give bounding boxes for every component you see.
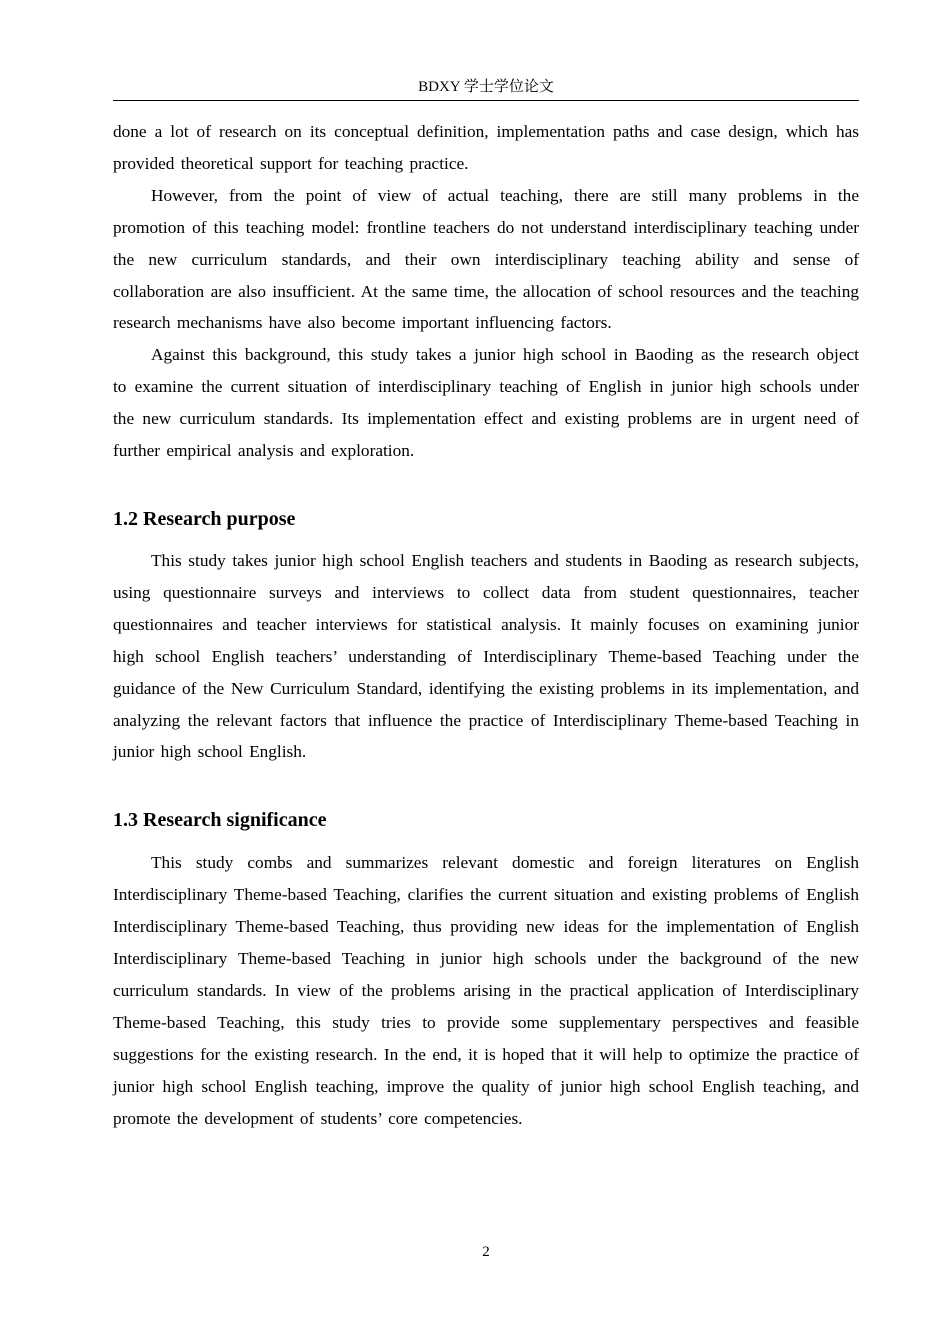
paragraph-continuation: done a lot of research on its conceptual definition, implementation paths and case design, which has provided theoretical support for teaching practice. <box>113 122 859 173</box>
paragraph-research-significance: This study combs and summarizes relevant domestic and foreign literatures on English Interdisciplinary Theme-based Teaching, clarifies the current situation and existing problems of English Interdisciplinary Theme-based Teaching, thus providing new ideas for the implementation of English Interdisciplinary Theme-based Teaching in junior high schools under the background of the new curriculum standards. In view of the problems arising in the practical application of Interdisciplinary Theme-based Teaching, this study tries to provide some supplementary perspectives and feasible suggestions for the existing research. In the end, it is hoped that it will help to optimize the practice of junior high school English teaching, improve the quality of junior high school English teaching, and promote the development of students’ core competencies. <box>113 853 859 1128</box>
page-body <box>113 116 859 1134</box>
paragraph-problems: However, from the point of view of actual teaching, there are still many problems in the promotion of this teaching model: frontline teachers do not understand interdisciplinary teaching under the new curriculum standards, and their own interdisciplinary teaching ability and sense of collaboration are also insufficient. At the same time, the allocation of school resources and the teaching research mechanisms have also become important influencing factors. <box>113 185 859 333</box>
header-rule <box>113 100 859 101</box>
paragraph-background: Against this background, this study takes a junior high school in Baoding as the research object to examine the current situation of interdisciplinary teaching of English in junior high schools under the new curriculum standards. Its implementation effect and existing problems are in urgent need of further empirical analysis and exploration. <box>113 345 859 461</box>
section-heading-research-purpose: 1.2 Research purpose <box>113 507 296 530</box>
page-number: 2 <box>482 1244 490 1260</box>
paragraph-research-purpose: This study takes junior high school English teachers and students in Baoding as research subjects, using questionnaire surveys and interviews to collect data from student questionnaires, teacher questionnaires and teacher interviews for statistical analysis. It mainly focuses on examining junior high school English teachers’ understanding of Interdisciplinary Theme-based Teaching under the guidance of the New Curriculum Standard, identifying the existing problems in its implementation, and analyzing the relevant factors that influence the practice of Interdisciplinary Theme-based Teaching in junior high school English. <box>113 550 859 762</box>
running-header: BDXY 学士学位论文 <box>418 79 554 95</box>
section-heading-research-significance: 1.3 Research significance <box>113 809 327 832</box>
